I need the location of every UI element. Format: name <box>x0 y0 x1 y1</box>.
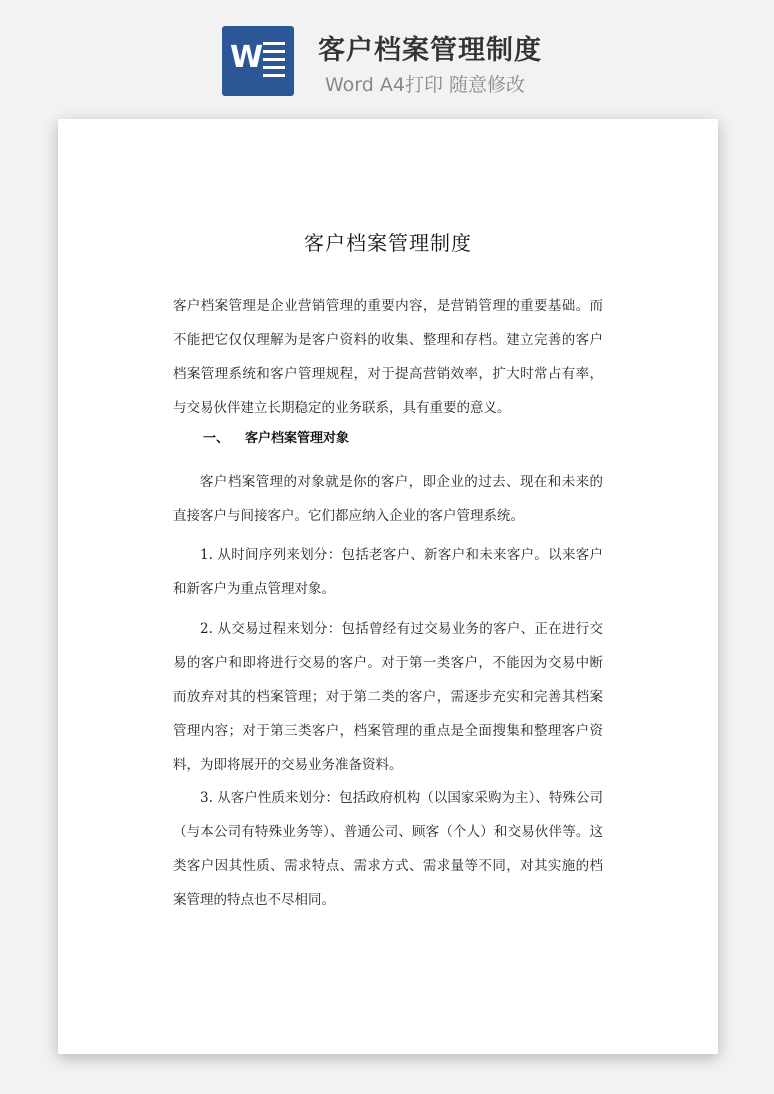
document-title: 客户档案管理制度 <box>304 231 472 255</box>
section-heading <box>173 427 349 446</box>
paragraph-item-1: 1. 从时间序列来划分：包括老客户、新客户和未来客户。以来客户和新客户为重点管理对象。 <box>173 547 603 597</box>
word-logo-letter: W <box>230 40 264 75</box>
paragraph-intro: 客户档案管理是企业营销管理的重要内容，是营销管理的重要基础。而不能把它仅仅理解为是客户资料的收集、整理和存档。建立完善的客户档案管理系统和客户管理规程，对于提高营销效率，扩大时常占有率，与交易伙伴建立长期稳定的业务联系，具有重要的意义。 <box>173 298 603 416</box>
document-page <box>58 119 718 1054</box>
banner-subtitle: Word A4打印 随意修改 <box>325 74 526 96</box>
paragraph-item-2: 2. 从交易过程来划分：包括曾经有过交易业务的客户、正在进行交易的客户和即将进行交易的客户。对于第一类客户，不能因为交易中断而放弃对其的档案管理；对于第二类的客户，需逐步充实和完善其档案管理内容；对于第三类客户，档案管理的重点是全面搜集和整理客户资料，为即将展开的交易业务准备资料。 <box>173 621 603 773</box>
paragraph-item-3: 3. 从客户性质来划分：包括政府机构（以国家采购为主）、特殊公司（与本公司有特殊业务等）、普通公司、顾客（个人）和交易伙伴等。这类客户因其性质、需求特点、需求方式、需求量等不同，对其实施的档案管理的特点也不尽相同。 <box>173 790 603 908</box>
word-icon <box>222 26 294 96</box>
section-heading-text: 客户档案管理对象 <box>245 431 350 446</box>
word-logo-lines <box>263 42 285 82</box>
section-heading-number: 一、 <box>203 431 230 446</box>
paragraph-objects: 客户档案管理的对象就是你的客户，即企业的过去、现在和未来的直接客户与间接客户。它们都应纳入企业的客户管理系统。 <box>173 474 603 524</box>
banner-title: 客户档案管理制度 <box>318 35 542 66</box>
header-banner <box>0 0 774 110</box>
